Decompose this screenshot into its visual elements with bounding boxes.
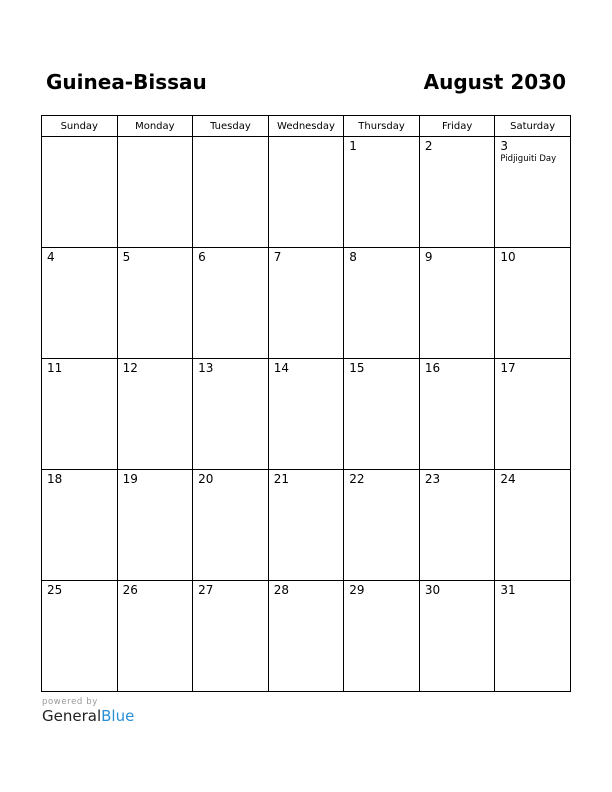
day-cell bbox=[268, 359, 344, 470]
day-cell bbox=[117, 581, 193, 692]
day-cell bbox=[42, 581, 118, 692]
day-cell bbox=[268, 137, 344, 248]
day-number: 5 bbox=[122, 250, 131, 264]
day-number: 28 bbox=[273, 583, 289, 597]
day-number: 14 bbox=[273, 361, 289, 375]
day-cell bbox=[419, 359, 495, 470]
day-number: 3 bbox=[500, 139, 509, 153]
day-cell bbox=[495, 470, 571, 581]
week-row bbox=[42, 470, 571, 581]
day-number: 1 bbox=[349, 139, 357, 153]
day-cell bbox=[117, 359, 193, 470]
footer-branding bbox=[42, 697, 134, 725]
day-cell bbox=[193, 581, 269, 692]
weekday-tuesday: Tuesday bbox=[193, 116, 269, 137]
powered-by-text: powered by bbox=[42, 697, 98, 707]
day-number: 25 bbox=[47, 583, 63, 597]
week-row bbox=[42, 581, 571, 692]
weekday-wednesday: Wednesday bbox=[268, 116, 344, 137]
calendar-header bbox=[46, 70, 566, 100]
brand-general: General bbox=[42, 707, 102, 725]
day-cell bbox=[42, 248, 118, 359]
day-number: 13 bbox=[198, 361, 214, 375]
day-cell bbox=[344, 137, 420, 248]
day-number: 11 bbox=[47, 361, 63, 375]
day-number: 18 bbox=[47, 472, 63, 486]
day-cell bbox=[495, 137, 571, 248]
holiday-label: Pidjiguiti Day bbox=[500, 154, 557, 164]
day-number bbox=[118, 137, 193, 139]
week-row bbox=[42, 137, 571, 248]
day-cell bbox=[193, 137, 269, 248]
day-cell bbox=[419, 137, 495, 248]
day-number: 21 bbox=[273, 472, 289, 486]
day-cell bbox=[495, 359, 571, 470]
day-number: 7 bbox=[273, 250, 282, 264]
day-number: 26 bbox=[122, 583, 138, 597]
day-cell bbox=[495, 581, 571, 692]
day-number: 2 bbox=[424, 139, 433, 153]
day-cell bbox=[344, 470, 420, 581]
weekday-header-row bbox=[42, 116, 571, 137]
day-number bbox=[42, 137, 117, 139]
weekday-sunday: Sunday bbox=[42, 116, 118, 137]
generalblue-logo[interactable] bbox=[42, 707, 134, 725]
day-number: 6 bbox=[198, 250, 206, 264]
day-cell bbox=[193, 470, 269, 581]
week-row bbox=[42, 248, 571, 359]
day-number: 15 bbox=[349, 361, 365, 375]
day-cell bbox=[42, 359, 118, 470]
brand-blue: Blue bbox=[101, 707, 135, 725]
day-cell bbox=[193, 359, 269, 470]
day-cell bbox=[495, 248, 571, 359]
day-number: 17 bbox=[500, 361, 516, 375]
day-number: 12 bbox=[122, 361, 138, 375]
day-cell bbox=[419, 581, 495, 692]
week-row bbox=[42, 359, 571, 470]
calendar-grid bbox=[41, 115, 571, 692]
day-number: 20 bbox=[198, 472, 214, 486]
day-number bbox=[269, 137, 344, 139]
weekday-thursday: Thursday bbox=[344, 116, 420, 137]
day-number: 10 bbox=[500, 250, 516, 264]
day-number: 24 bbox=[500, 472, 516, 486]
day-cell bbox=[344, 359, 420, 470]
weekday-friday: Friday bbox=[419, 116, 495, 137]
day-cell bbox=[419, 248, 495, 359]
day-number: 9 bbox=[424, 250, 433, 264]
day-number: 23 bbox=[424, 472, 441, 486]
day-number: 19 bbox=[122, 472, 138, 486]
day-cell bbox=[419, 470, 495, 581]
day-cell bbox=[344, 581, 420, 692]
day-cell bbox=[42, 137, 118, 248]
day-number bbox=[193, 137, 268, 139]
day-number: 31 bbox=[500, 583, 516, 597]
day-number: 4 bbox=[47, 250, 55, 264]
day-cell bbox=[117, 137, 193, 248]
day-cell bbox=[117, 470, 193, 581]
day-number: 22 bbox=[349, 472, 365, 486]
country-title: Guinea-Bissau bbox=[46, 70, 207, 94]
day-number: 29 bbox=[349, 583, 365, 597]
weekday-monday: Monday bbox=[117, 116, 193, 137]
day-cell bbox=[344, 248, 420, 359]
day-cell bbox=[268, 581, 344, 692]
day-number: 8 bbox=[349, 250, 357, 264]
day-number: 27 bbox=[198, 583, 214, 597]
day-cell bbox=[42, 470, 118, 581]
day-cell bbox=[117, 248, 193, 359]
weekday-saturday: Saturday bbox=[495, 116, 571, 137]
day-cell bbox=[268, 470, 344, 581]
day-number: 16 bbox=[424, 361, 441, 375]
day-cell bbox=[193, 248, 269, 359]
day-number: 30 bbox=[424, 583, 441, 597]
month-year-title: August 2030 bbox=[423, 70, 566, 94]
day-cell bbox=[268, 248, 344, 359]
